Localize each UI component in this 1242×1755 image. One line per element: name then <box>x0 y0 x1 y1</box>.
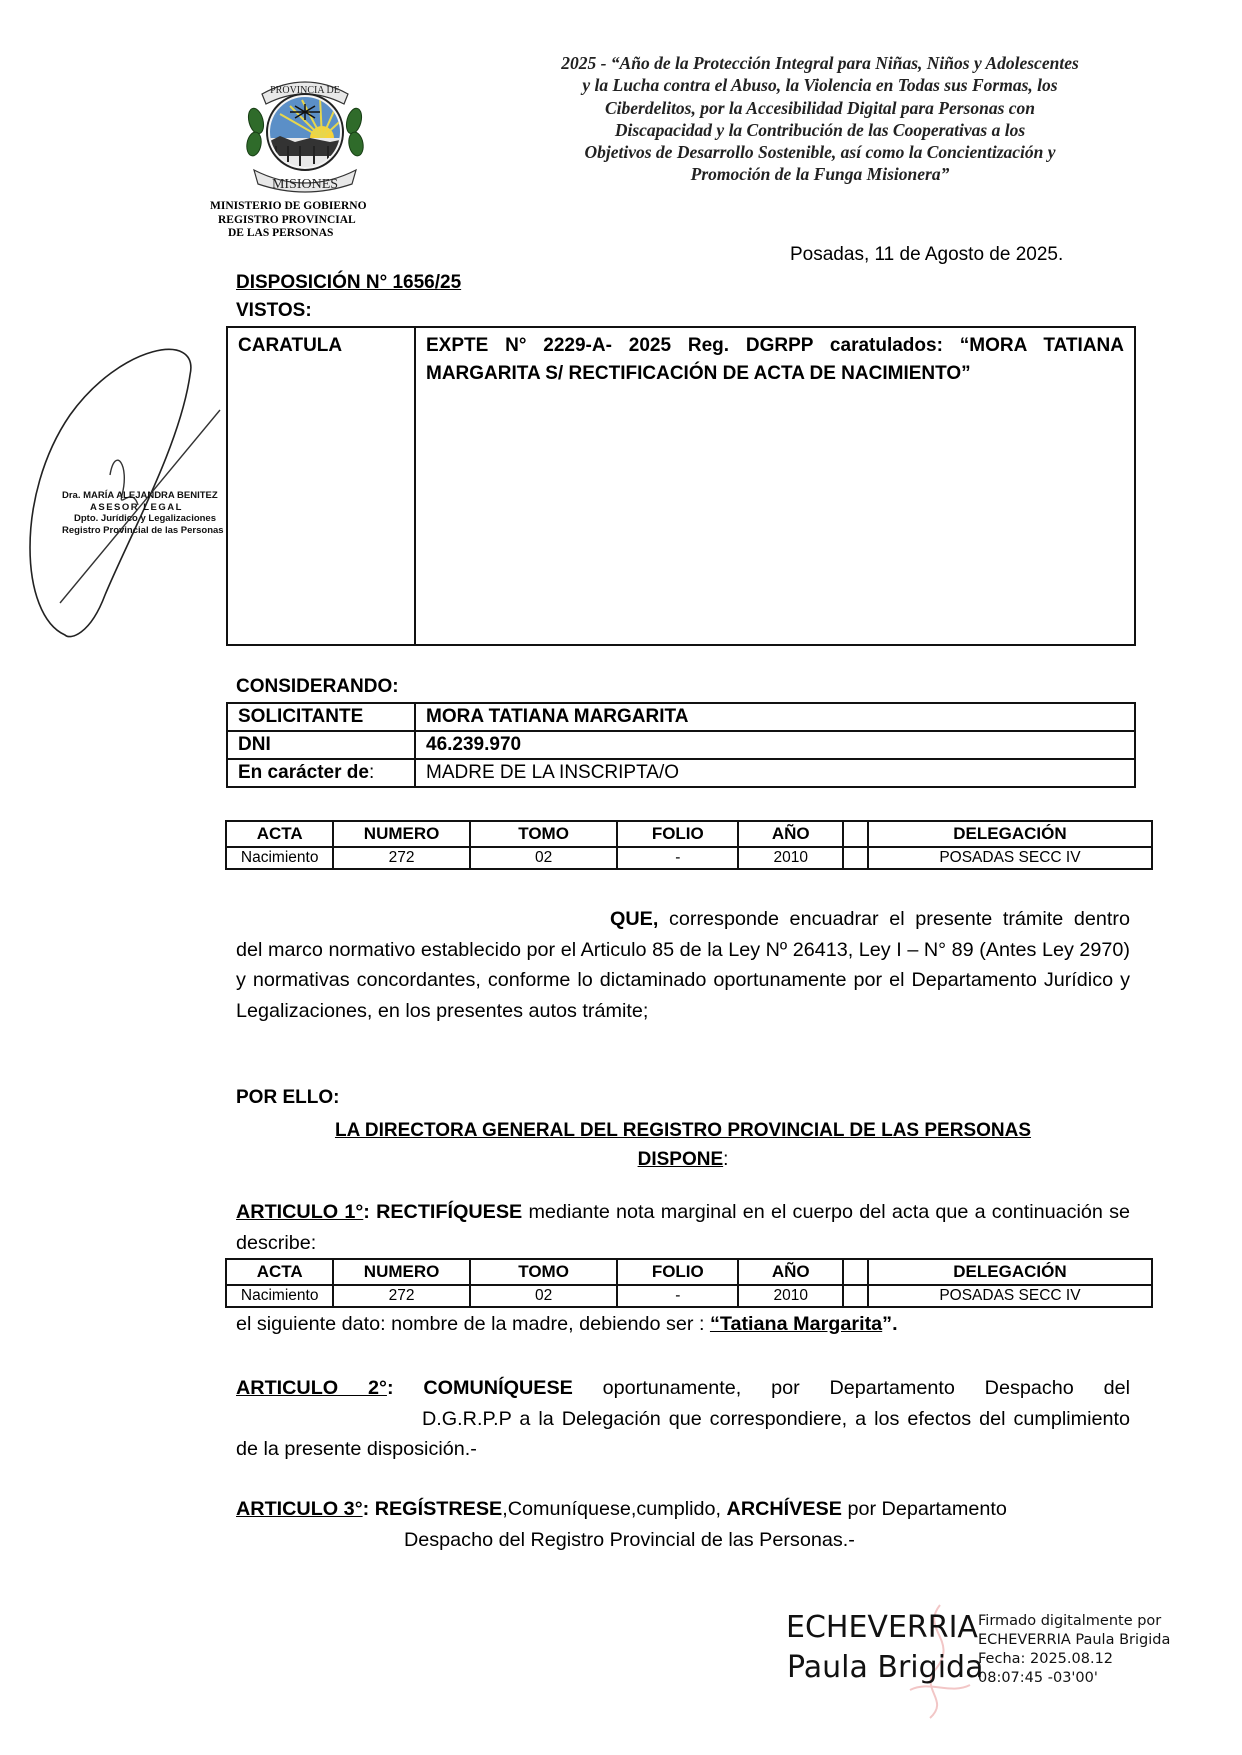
digital-signature-metadata <box>978 1612 1170 1688</box>
info-label: DNI <box>227 731 415 759</box>
table-row <box>227 759 1135 787</box>
info-label: SOLICITANTE <box>227 703 415 731</box>
table-cell: 02 <box>470 847 618 869</box>
detail-end: ”. <box>882 1313 898 1335</box>
column-header: TOMO <box>470 821 618 847</box>
crest-bottom-text: MISIONES <box>271 177 339 192</box>
que-text: corresponde encuadrar el presente trámite dentro del marco normativo establecido por el Articulo 85 de la Ley Nº 26413, Ley I – N° 89 (Antes Ley 2970) y normativas concordantes, conforme lo dictaminado oportunamente por el Departamento Jurídico y Legalizaciones, en los presentes autos trámite; <box>236 908 1130 1022</box>
table-cell: 272 <box>333 847 469 869</box>
column-header: FOLIO <box>617 821 738 847</box>
article-colon: : <box>386 1377 424 1399</box>
table-cell <box>843 847 868 869</box>
signer-surname: ECHEVERRIA <box>786 1610 978 1645</box>
column-header: ACTA <box>226 821 333 847</box>
section-heading-por-ello: POR ELLO: <box>236 1087 340 1108</box>
article-text: por Departamento <box>841 1498 1007 1520</box>
que-paragraph <box>236 904 1130 1026</box>
table-cell <box>843 1285 868 1307</box>
column-header: AÑO <box>738 821 843 847</box>
table-header-row <box>226 1259 1152 1285</box>
table-cell: 2010 <box>738 847 843 869</box>
table-cell: - <box>617 1285 738 1307</box>
article-text: Despacho del Registro Provincial de las Personas.- <box>404 1528 855 1551</box>
column-header: FOLIO <box>617 1259 738 1285</box>
table-row <box>227 703 1135 731</box>
stamp-line: ASESOR LEGAL <box>90 501 183 513</box>
article-label: ARTICULO 1° <box>236 1201 364 1223</box>
article-label: ARTICULO 2° <box>236 1377 387 1399</box>
table-cell: 2010 <box>738 1285 843 1307</box>
authority-heading <box>236 1116 1130 1174</box>
article-verb: ARCHÍVESE <box>726 1498 842 1520</box>
section-heading-vistos: VISTOS: <box>236 300 312 321</box>
motto-line: Objetivos de Desarrollo Sostenible, así como la Concientización y <box>584 142 1056 163</box>
table-header-row <box>226 821 1152 847</box>
table-cell: POSADAS SECC IV <box>868 1285 1152 1307</box>
stamp-line: Dpto. Jurídico y Legalizaciones <box>74 513 217 524</box>
column-header: ACTA <box>226 1259 333 1285</box>
articulo-1 <box>236 1197 1130 1258</box>
motto-line: y la Lucha contra el Abuso, la Violencia en Todas sus Formas, los <box>582 75 1058 96</box>
acta-table <box>225 820 1153 870</box>
stamp-line: Dra. MARÍA ALEJANDRA BENITEZ <box>62 490 218 501</box>
column-header: DELEGACIÓN <box>868 821 1152 847</box>
corrected-name: “Tatiana Margarita <box>709 1313 883 1335</box>
table-row <box>226 1285 1152 1307</box>
column-header <box>843 1259 868 1285</box>
signature-meta-line: 08:07:45 -03'00' <box>978 1670 1098 1686</box>
article-verb: COMUNÍQUESE <box>423 1377 573 1399</box>
detail-text: el siguiente dato: nombre de la madre, debiendo ser : <box>236 1313 710 1335</box>
info-label-suffix: : <box>368 762 375 783</box>
info-label-cell <box>227 759 415 787</box>
column-header: DELEGACIÓN <box>868 1259 1152 1285</box>
provincial-crest-icon <box>240 76 370 194</box>
motto-line: Ciberdelitos, por la Accesibilidad Digital para Personas con <box>604 97 1036 118</box>
page-title: DISPOSICIÓN N° 1656/25 <box>236 272 462 293</box>
table-cell: Nacimiento <box>226 1285 333 1307</box>
info-value: MORA TATIANA MARGARITA <box>415 703 1135 731</box>
signature-meta-line: ECHEVERRIA Paula Brigida <box>978 1632 1171 1648</box>
signer-given-names: Paula Brigida <box>787 1650 984 1685</box>
column-header: AÑO <box>738 1259 843 1285</box>
info-value: MADRE DE LA INSCRIPTA/O <box>415 759 1135 787</box>
directora-title: LA DIRECTORA GENERAL DEL REGISTRO PROVINCIAL DE LAS PERSONAS <box>334 1120 1032 1141</box>
acta-table-rectification <box>225 1258 1153 1308</box>
legal-advisor-stamp <box>62 490 222 536</box>
dispone-colon: : <box>723 1149 729 1170</box>
signature-meta-line: Firmado digitalmente por <box>978 1613 1162 1629</box>
table-cell: 272 <box>333 1285 469 1307</box>
caratula-label: CARATULA <box>227 327 415 645</box>
que-lead: QUE, <box>610 908 659 930</box>
article-colon: : <box>363 1201 377 1223</box>
year-motto <box>480 52 1160 186</box>
table-cell: POSADAS SECC IV <box>868 847 1152 869</box>
article-text: mediante nota marginal en el cuerpo del acta que a continuación se describe: <box>236 1201 1130 1254</box>
document-date: Posadas, 11 de Agosto de 2025. <box>790 244 1064 265</box>
ministry-header <box>210 200 410 241</box>
motto-line: Promoción de la Funga Misionera” <box>690 164 950 185</box>
column-header: NUMERO <box>333 1259 469 1285</box>
table-cell: - <box>617 847 738 869</box>
column-header <box>843 821 868 847</box>
column-header: NUMERO <box>333 821 469 847</box>
info-label: En carácter de <box>238 762 369 783</box>
table-row <box>226 847 1152 869</box>
table-row <box>227 731 1135 759</box>
motto-line: 2025 - “Año de la Protección Integral para Niñas, Niños y Adolescentes <box>561 53 1079 73</box>
articulo-3 <box>236 1494 1130 1555</box>
caratula-value: EXPTE N° 2229-A- 2025 Reg. DGRPP caratulados: “MORA TATIANA MARGARITA S/ RECTIFICACIÓN DE ACTA DE NACIMIENTO” <box>415 327 1135 645</box>
article-verb: RECTIFÍQUESE <box>376 1201 523 1223</box>
table-cell: Nacimiento <box>226 847 333 869</box>
crest-top-text: PROVINCIA DE <box>270 85 340 96</box>
applicant-info-table <box>226 702 1136 788</box>
table-cell: 02 <box>470 1285 618 1307</box>
article-text: oportunamente, por Departamento Despacho del <box>572 1377 1130 1399</box>
article-text: ,Comuníquese,cumplido, <box>502 1498 727 1520</box>
section-heading-considerando: CONSIDERANDO: <box>236 676 399 697</box>
article-colon: : <box>362 1498 375 1520</box>
ministry-line: DE LAS PERSONAS <box>228 227 334 239</box>
stamp-line: Registro Provincial de las Personas <box>62 524 224 536</box>
dispone-label: DISPONE <box>637 1149 724 1170</box>
ministry-line: REGISTRO PROVINCIAL <box>218 213 356 226</box>
signature-meta-line: Fecha: 2025.08.12 <box>978 1651 1114 1667</box>
column-header: TOMO <box>470 1259 618 1285</box>
ministry-line: MINISTERIO DE GOBIERNO <box>210 200 367 212</box>
rectification-detail <box>236 1313 898 1336</box>
article-label: ARTICULO 3° <box>236 1498 363 1520</box>
info-value: 46.239.970 <box>415 731 1135 759</box>
article-verb: REGÍSTRESE <box>374 1498 503 1520</box>
motto-line: Discapacidad y la Contribución de las Cooperativas a los <box>614 119 1026 140</box>
caratula-table <box>226 326 1136 646</box>
digital-signer-name <box>786 1608 983 1688</box>
articulo-2 <box>236 1373 1130 1465</box>
article-text: D.G.R.P.P a la Delegación que correspondiere, a los efectos del cumplimiento de la presente disposición.- <box>236 1407 1130 1460</box>
